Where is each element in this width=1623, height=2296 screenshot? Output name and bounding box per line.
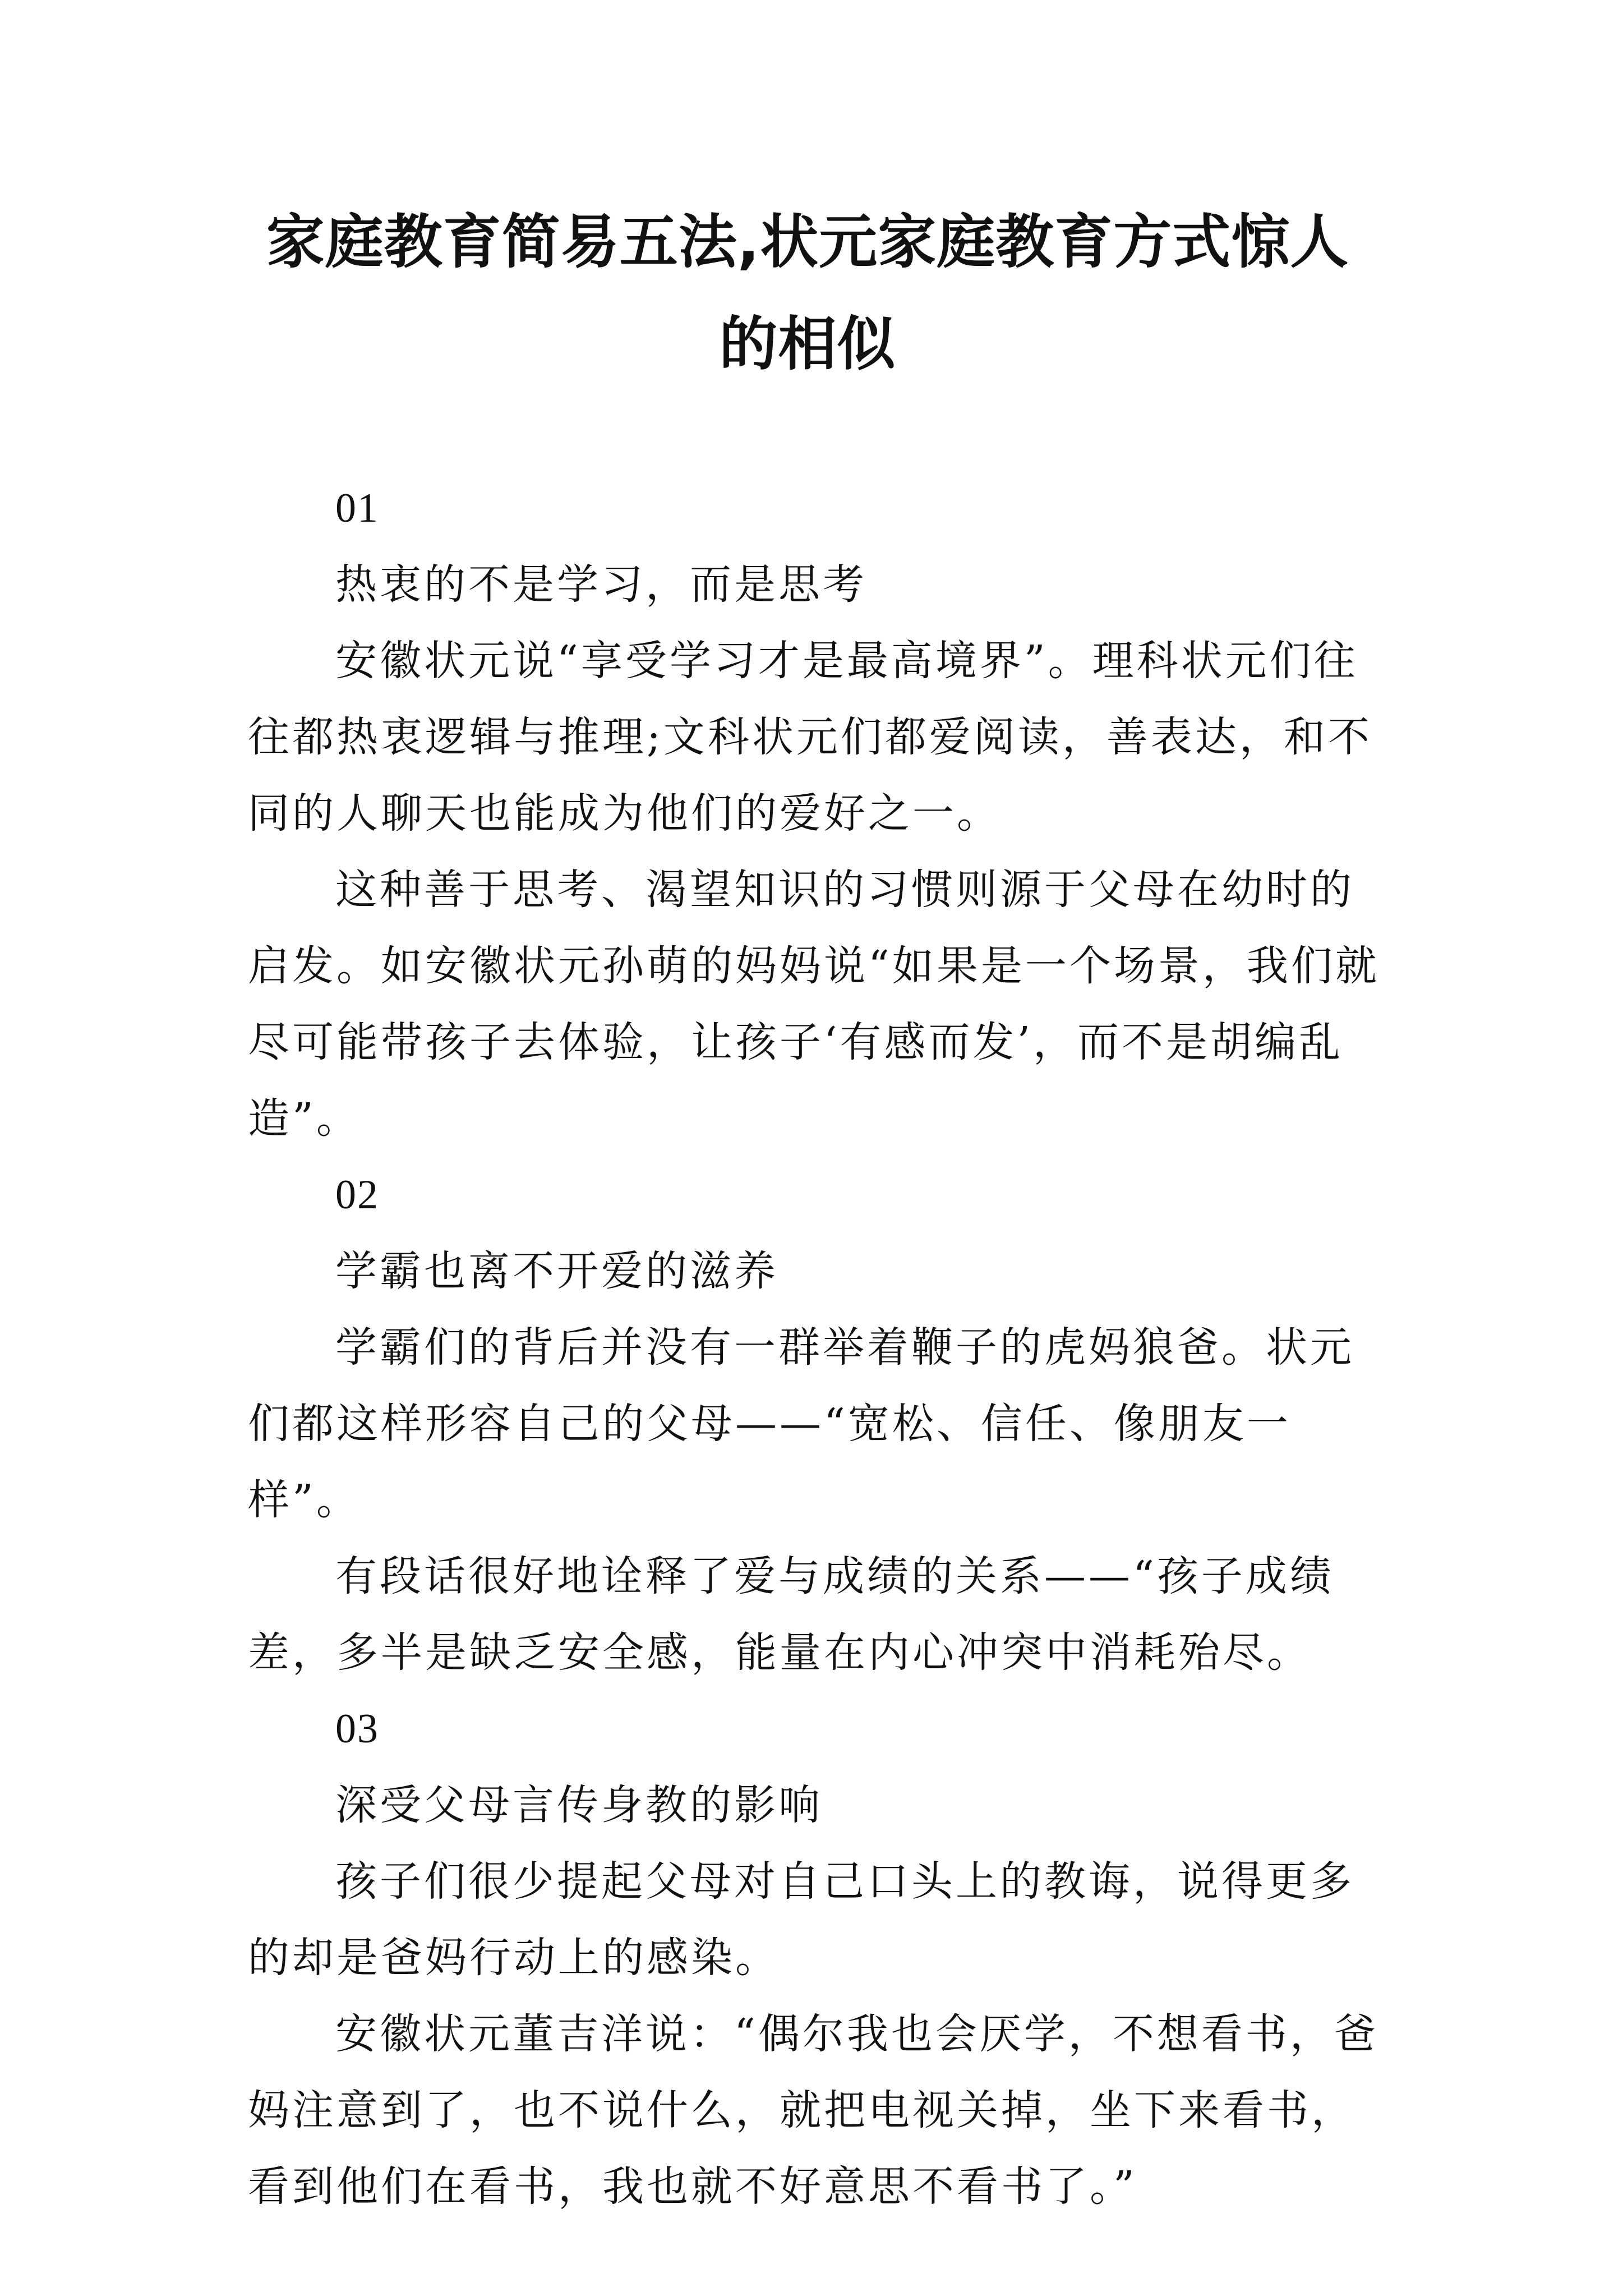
section-number-01: 01 <box>335 485 379 531</box>
body-paragraph: 这种善于思考、渴望知识的习惯则源于父母在幼时的启发。如安徽状元孙萌的妈妈说“如果是一个场景，我们就尽可能带孩子去体验，让孩子‘有感而发’，而不是胡编乱造”。 <box>248 866 1380 1143</box>
title-line-2: 的相似 <box>719 310 896 378</box>
section-heading-2: 学霸也离不开爱的滋养 <box>335 1247 778 1295</box>
section-heading-3: 深受父母言传身教的影响 <box>335 1781 823 1829</box>
body-paragraph: 学霸们的背后并没有一群举着鞭子的虎妈狼爸。状元们都这样形容自己的父母——“宽松、信任、像朋友一样”。 <box>248 1323 1354 1524</box>
document-title <box>224 191 1391 395</box>
section-number-03: 03 <box>335 1706 379 1752</box>
body-paragraph: 孩子们很少提起父母对自己口头上的教诲，说得更多的却是爸妈行动上的感染。 <box>248 1857 1354 1982</box>
body-paragraph: 有段话很好地诠释了爱与成绩的关系——“孩子成绩差，多半是缺乏安全感，能量在内心冲突中消耗殆尽。 <box>248 1552 1334 1677</box>
body-paragraph: 安徽状元说“享受学习才是最高境界”。理科状元们往往都热衷逻辑与推理;文科状元们都爱阅读，善表达，和不同的人聊天也能成为他们的爱好之一。 <box>248 637 1372 838</box>
body-paragraph: 安徽状元董吉洋说：“偶尔我也会厌学，不想看书，爸妈注意到了，也不说什么，就把电视关掉，坐下来看书，看到他们在看书，我也就不好意思不看书了。” <box>248 2010 1378 2211</box>
title-line-1: 家庭教育简易五法,状元家庭教育方式惊人 <box>266 208 1349 276</box>
section-number-02: 02 <box>335 1172 379 1218</box>
section-heading-1: 热衷的不是学习，而是思考 <box>335 560 867 609</box>
document-body <box>248 470 1392 2225</box>
